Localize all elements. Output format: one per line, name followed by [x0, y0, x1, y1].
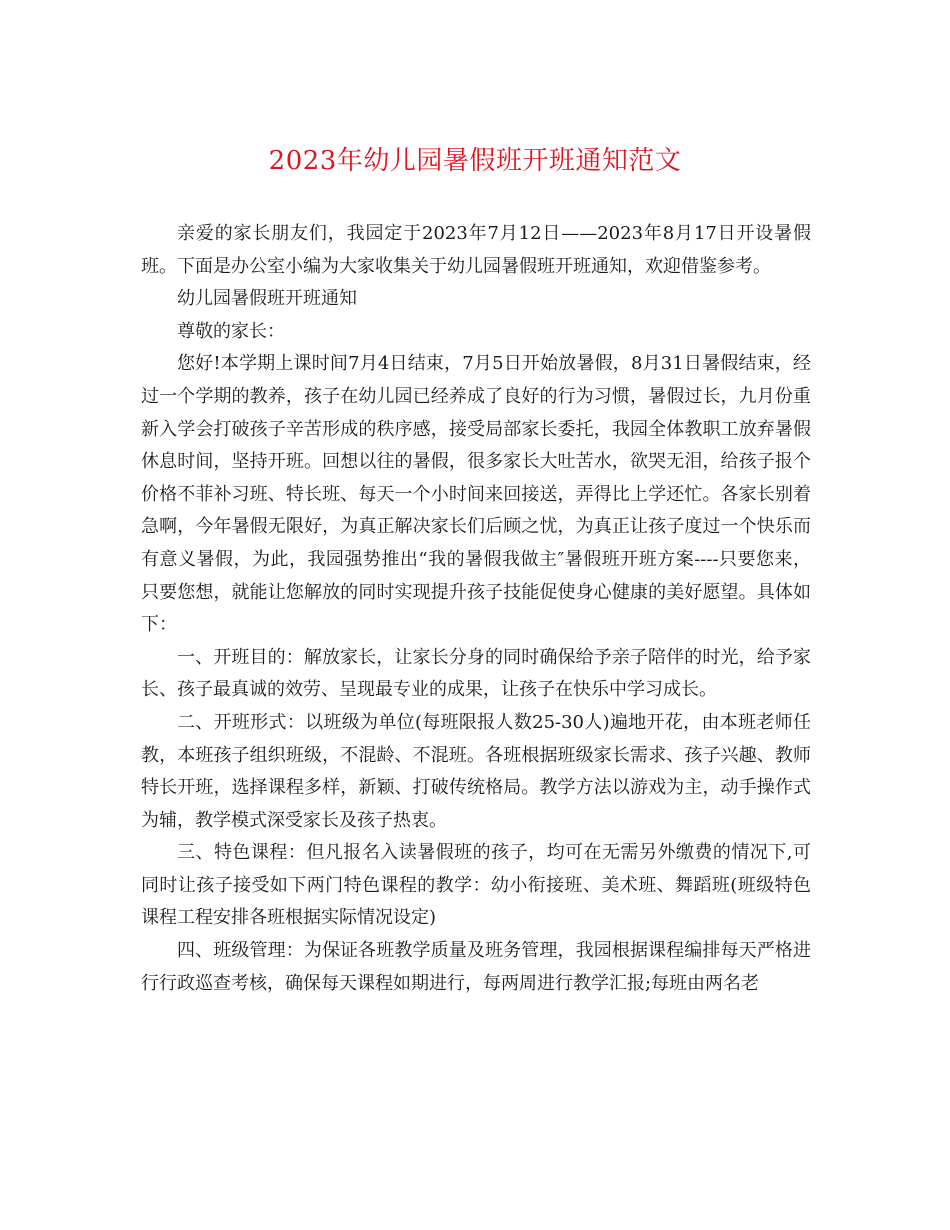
paragraph-intro: 亲爱的家长朋友们，我园定于2023年7月12日——2023年8月17日开设暑假班。下面是办公室小编为大家收集关于幼儿园暑假班开班通知，欢迎借鉴参考。 [141, 223, 811, 277]
document-body [141, 218, 811, 1000]
document-title: 2023年幼儿园暑假班开班通知范文 [268, 146, 682, 176]
paragraph-salutation: 尊敬的家长： [177, 320, 285, 342]
paragraph-section-purpose: 一、开班目的：解放家长，让家长分身的同时确保给予亲子陪伴的时光，给予家长、孩子最真诚的效劳、呈现最专业的成果，让孩子在快乐中学习成长。 [141, 646, 811, 701]
paragraph-notice-heading: 幼儿园暑假班开班通知 [177, 288, 357, 310]
paragraph-section-format: 二、开班形式：以班级为单位(每班限报人数25-30人)遍地开花，由本班老师任教，本班孩子组织班级，不混龄、不混班。各班根据班级家长需求、孩子兴趣、教师特长开班，选择课程多样，新颖、打破传统格局。教学方法以游戏为主，动手操作式为辅，教学模式深受家长及孩子热衷。 [141, 711, 811, 831]
paragraph-section-courses: 三、特色课程：但凡报名入读暑假班的孩子，均可在无需另外缴费的情况下,可同时让孩子接受如下两门特色课程的教学：幼小衔接班、美术班、舞蹈班(班级特色课程工程安排各班根据实际情况设定) [141, 842, 811, 929]
paragraph-greeting: 您好!本学期上课时间7月4日结束，7月5日开始放暑假，8月31日暑假结束，经过一个学期的教养，孩子在幼儿园已经养成了良好的行为习惯，暑假过长，九月份重新入学会打破孩子辛苦形成的秩序感，接受局部家长委托，我园全体教职工放弃暑假休息时间，坚持开班。回想以往的暑假，很多家长大吐苦水，欲哭无泪，给孩子报个价格不菲补习班、特长班、每天一个小时间来回接送，弄得比上学还忙。各家长别着急啊，今年暑假无限好，为真正解决家长们后顾之忧，为真正让孩子度过一个快乐而有意义暑假，为此，我园强势推出“我的暑假我做主″暑假班开班方案----只要您来，只要您想，就能让您解放的同时实现提升孩子技能促使身心健康的美好愿望。具体如下： [141, 353, 811, 636]
paragraph-section-management: 四、班级管理：为保证各班教学质量及班务管理，我园根据课程编排每天严格进行行政巡查考核，确保每天课程如期进行，每两周进行教学汇报;每班由两名老 [141, 940, 811, 994]
